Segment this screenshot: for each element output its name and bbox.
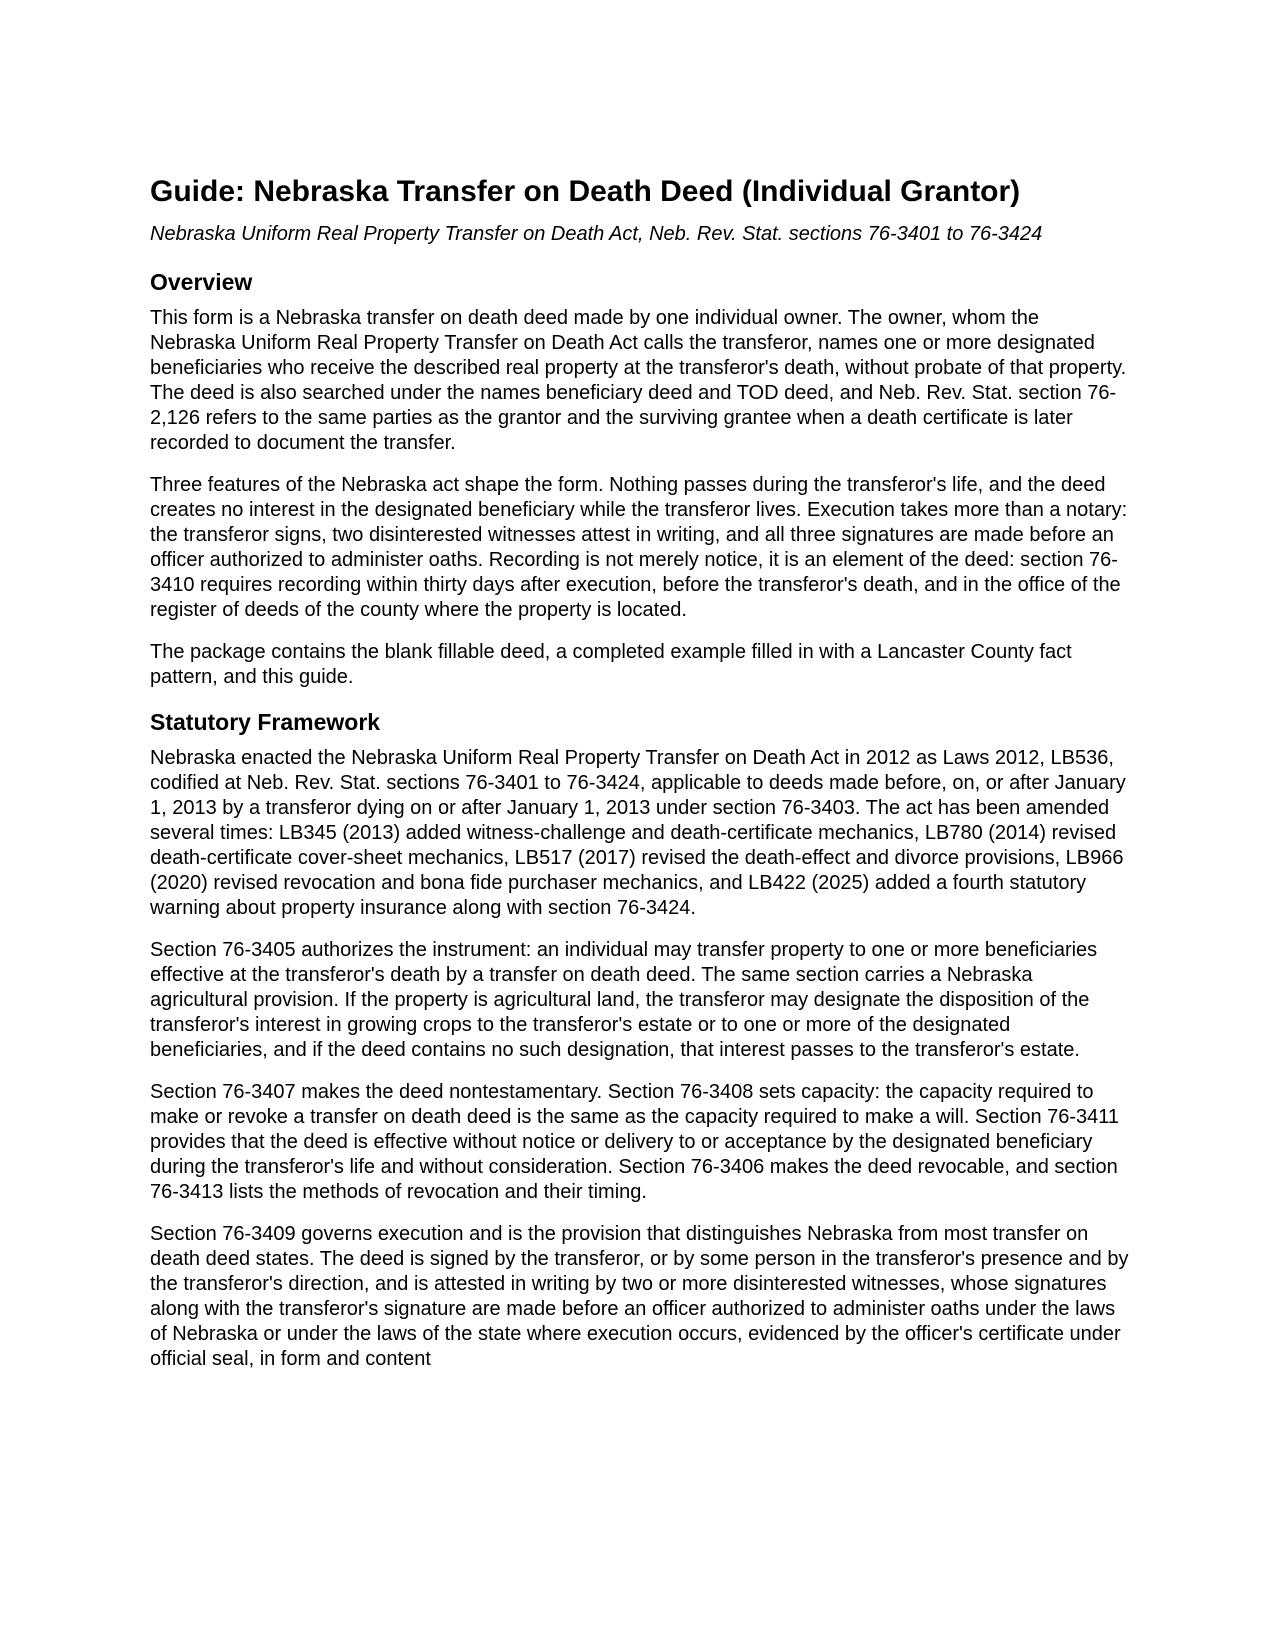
paragraph: This form is a Nebraska transfer on death deed made by one individual owner. The owner, whom the Nebraska Uniform Real Property Transfer on Death Act calls the transferor, names one or more designated beneficiaries who receive the described real property at the transferor's death, without probate of that property. The deed is also searched under the names beneficiary deed and TOD deed, and Neb. Rev. Stat. section 76-2,126 refers to the same parties as the grantor and the surviving grantee when a death certificate is later recorded to document the transfer. <box>150 307 1127 454</box>
paragraph: Section 76-3409 governs execution and is the provision that distinguishes Nebraska from most transfer on death deed states. The deed is signed by the transferor, or by some person in the transferor's presence and by the transferor's direction, and is attested in writing by two or more disinterested witnesses, whose signatures along with the transferor's signature are made before an officer authorized to administer oaths under the laws of Nebraska or under the laws of the state where execution occurs, evidenced by the officer's certificate under official seal, in form and content <box>150 1223 1129 1370</box>
paragraph: Section 76-3405 authorizes the instrument: an individual may transfer property to one or more beneficiaries effective at the transferor's death by a transfer on death deed. The same section carries a Nebraska agricultural provision. If the property is agricultural land, the transferor may designate the disposition of the transferor's interest in growing crops to the transferor's estate or to one or more of the designated beneficiaries, and if the deed contains no such designation, that interest passes to the transferor's estate. <box>150 939 1098 1061</box>
section-overview <box>150 267 1130 690</box>
section-heading: Overview <box>150 269 253 295</box>
page-title: Guide: Nebraska Transfer on Death Deed (Individual Grantor) <box>150 175 1021 208</box>
paragraph: The package contains the blank fillable deed, a completed example filled in with a Lancaster County fact pattern, and this guide. <box>150 641 1072 688</box>
page-subtitle: Nebraska Uniform Real Property Transfer on Death Act, Neb. Rev. Stat. sections 76-3401 to 76-3424 <box>150 223 1043 245</box>
section-statutory-framework <box>150 707 1130 1372</box>
section-heading: Statutory Framework <box>150 709 381 735</box>
document-page <box>150 172 1130 1389</box>
paragraph: Three features of the Nebraska act shape the form. Nothing passes during the transferor's life, and the deed creates no interest in the designated beneficiary while the transferor lives. Execution takes more than a notary: the transferor signs, two disinterested witnesses attest in writing, and all three signatures are made before an officer authorized to administer oaths. Recording is not merely notice, it is an element of the deed: section 76-3410 requires recording within thirty days after execution, before the transferor's death, and in the office of the register of deeds of the county where the property is located. <box>150 474 1128 621</box>
paragraph: Nebraska enacted the Nebraska Uniform Real Property Transfer on Death Act in 2012 as Laws 2012, LB536, codified at Neb. Rev. Stat. sections 76-3401 to 76-3424, applicable to deeds made before, on, or after January 1, 2013 by a transferor dying on or after January 1, 2013 under section 76-3403. The act has been amended several times: LB345 (2013) added witness-challenge and death-certificate mechanics, LB780 (2014) revised death-certificate cover-sheet mechanics, LB517 (2017) revised the death-effect and divorce provisions, LB966 (2020) revised revocation and bona fide purchaser mechanics, and LB422 (2025) added a fourth statutory warning about property insurance along with section 76-3424. <box>150 747 1126 919</box>
paragraph: Section 76-3407 makes the deed nontestamentary. Section 76-3408 sets capacity: the capacity required to make or revoke a transfer on death deed is the same as the capacity required to make a will. Section 76-3411 provides that the deed is effective without notice or delivery to or acceptance by the designated beneficiary during the transferor's life and without consideration. Section 76-3406 makes the deed revocable, and section 76-3413 lists the methods of revocation and their timing. <box>150 1081 1120 1203</box>
